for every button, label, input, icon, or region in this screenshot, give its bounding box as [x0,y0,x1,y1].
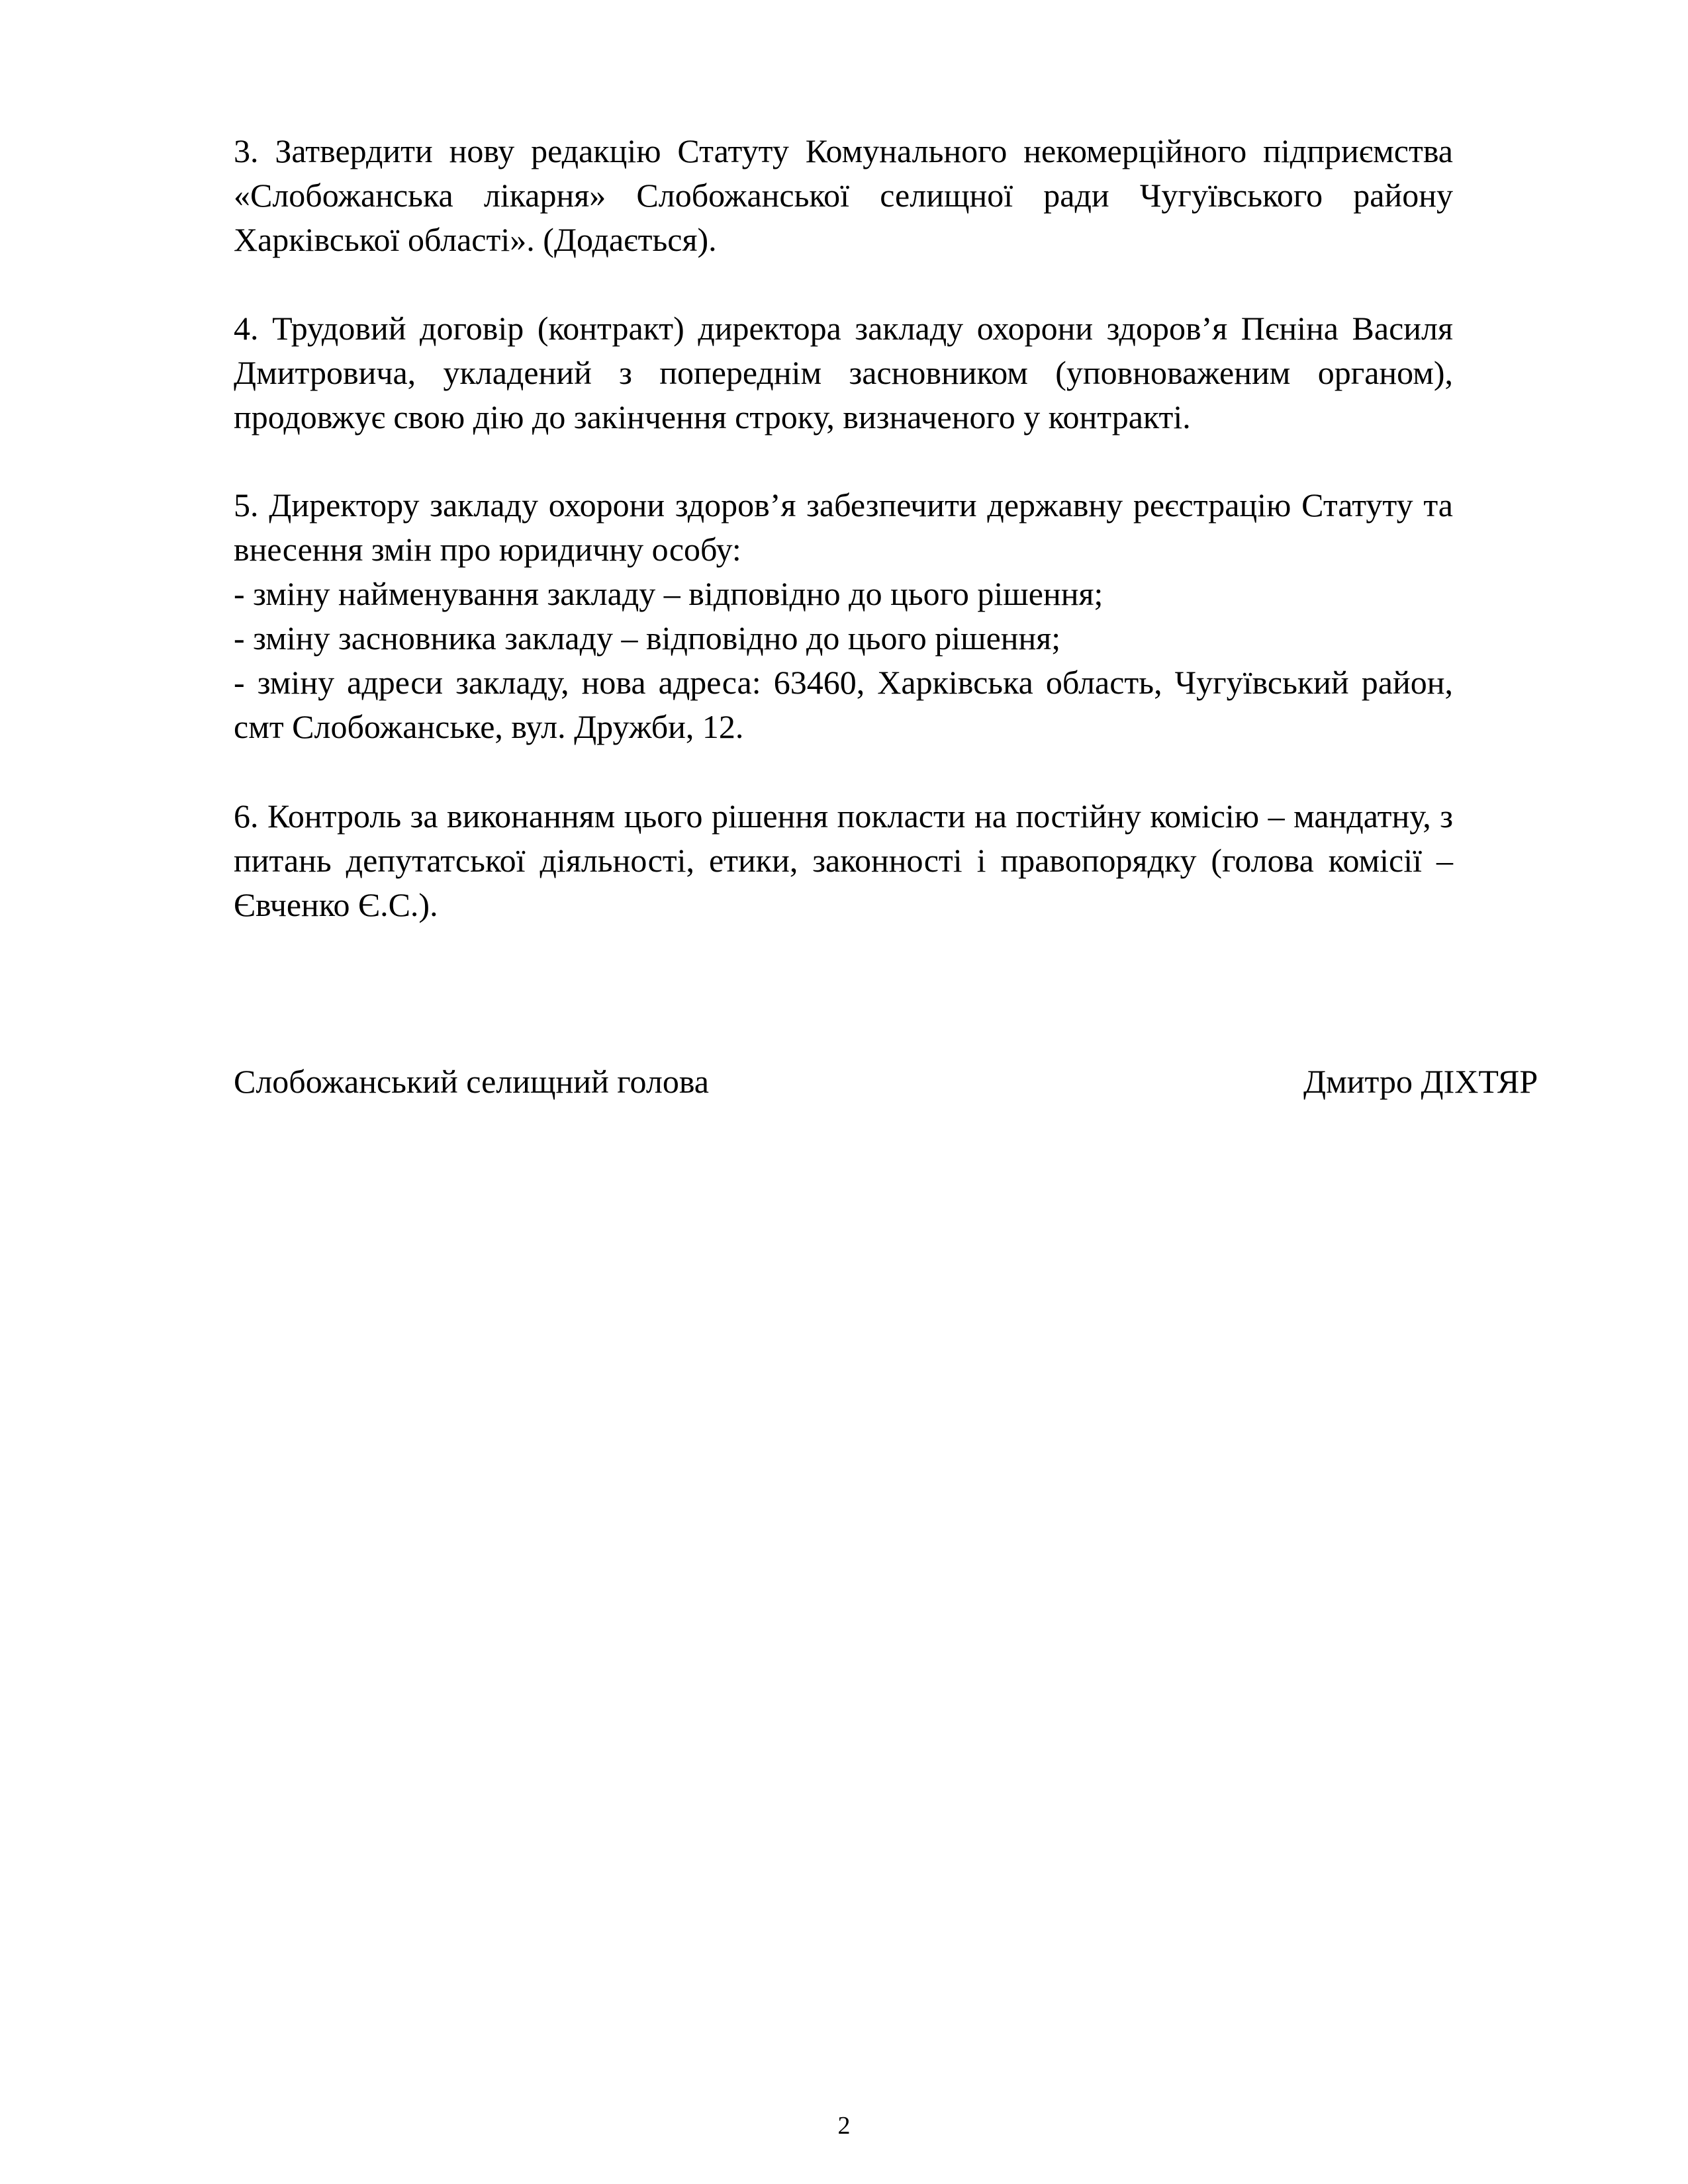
signature-name: Дмитро ДІХТЯР [1303,1063,1538,1100]
paragraph-3 [234,129,1453,262]
paragraph-4 [234,306,1453,439]
paragraph-3-text: 3. Затвердити нову редакцію Статуту Комунального некомерційного підприємства «Слобожанська лікарня» Слобожанської селищної ради Чугуївського району Харківської області». (Додається). [234,132,1453,258]
paragraph-4-text: 4. Трудовий договір (контракт) директора закладу охорони здоров’я Пєніна Василя Дмитровича, укладений з попереднім засновником (уповноваженим органом), продовжує свою дію до закінчення строку, визначеного у контракті. [234,310,1453,435]
signature-title: Слобожанський селищний голова [234,1063,709,1100]
list-item-address-change: - зміну адреси закладу, нова адреса: 63460, Харківська область, Чугуївський район, смт Слобожанське, вул. Дружби, 12. [234,664,1453,745]
paragraph-5-intro: 5. Директору закладу охорони здоров’я забезпечити державну реєстрацію Статуту та внесення змін про юридичну особу: [234,486,1453,568]
paragraph-6 [234,794,1453,927]
list-item-name-change: - зміну найменування закладу – відповідно до цього рішення; [234,575,1103,612]
paragraph-6-text: 6. Контроль за виконанням цього рішення покласти на постійну комісію – мандатну, з питань депутатської діяльності, етики, законності і правопорядку (голова комісії – Євченко Є.С.). [234,797,1453,923]
page-number: 2 [837,2112,851,2140]
list-item-founder-change: - зміну засновника закладу – відповідно до цього рішення; [234,619,1061,657]
paragraph-5 [234,483,1453,749]
